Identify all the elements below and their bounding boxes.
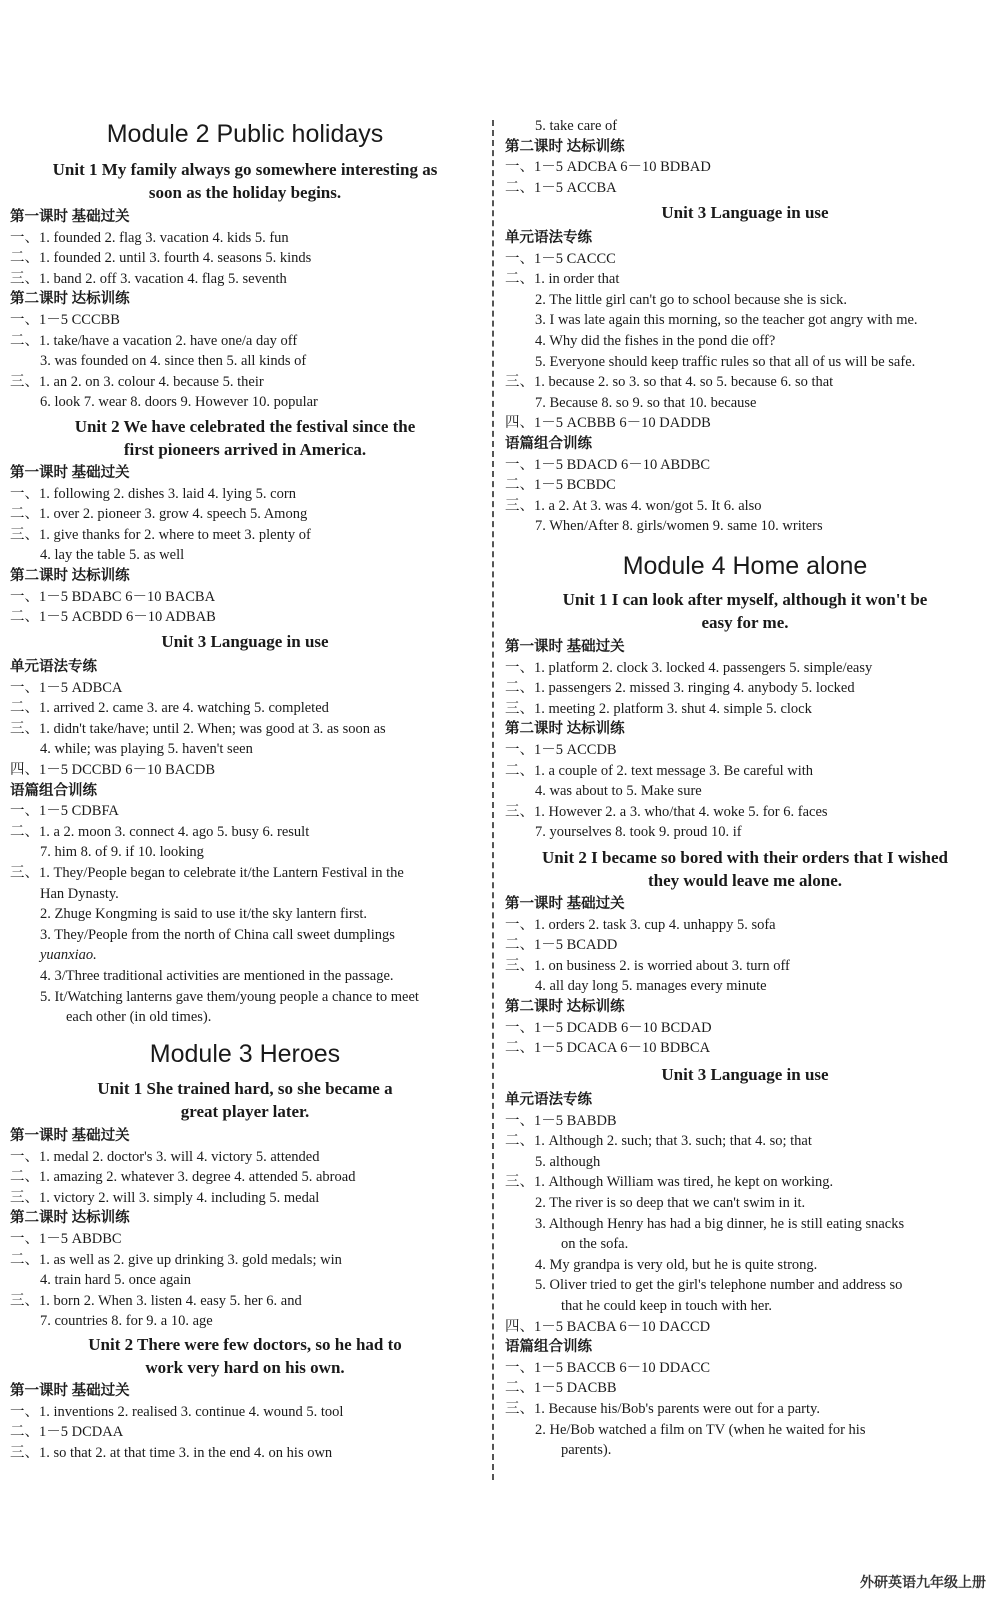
answer-line: 7. him 8. of 9. if 10. looking [40,844,204,861]
answer-line: 三、1. didn't take/have; until 2. When; was good at 3. as soon as [10,720,386,737]
answer-line: 6. look 7. wear 8. doors 9. However 10. popular [40,394,318,411]
answer-line: parents). [561,1442,612,1459]
answer-line: 7. countries 8. for 9. a 10. age [40,1313,213,1330]
answer-line: 二、1. amazing 2. whatever 3. degree 4. attended 5. abroad [10,1169,356,1186]
answer-line: 3. was founded on 4. since then 5. all kinds of [40,353,307,370]
answer-line: 2. He/Bob watched a film on TV (when he waited for his [535,1421,866,1438]
answer-line: 三、1. Because his/Bob's parents were out for a party. [505,1401,820,1417]
section-heading: 第二课时 达标训练 [505,138,625,155]
answer-line: 三、1. born 2. When 3. listen 4. easy 5. her 6. and [10,1292,302,1309]
answer-line: 三、1. However 2. a 3. who/that 4. woke 5. for 6. faces [505,803,828,820]
answer-line: 4. train hard 5. once again [40,1272,191,1289]
answer-line: 4. was about to 5. Make sure [535,783,702,800]
answer-line: 4. lay the table 5. as well [40,547,185,564]
answer-line: Han Dynasty. [40,885,119,902]
section-heading: 第二课时 达标训练 [505,999,625,1015]
answer-line: 5. It/Watching lanterns gave them/young people a chance to meet [40,988,419,1005]
answer-line: 7. yourselves 8. took 9. proud 10. if [535,824,742,841]
answer-line: 三、1. band 2. off 3. vacation 4. flag 5. seventh [10,270,287,287]
answer-line: 5. take care of [535,118,618,134]
answer-line: 4. My grandpa is very old, but he is quite strong. [535,1256,818,1273]
column-divider [492,120,494,1480]
answer-line: 二、1－5 BCADD [505,937,618,954]
answer-line: on the sofa. [561,1236,629,1253]
section-heading: 单元语法专练 [10,659,97,675]
page-footer: 外研英语九年级上册 [860,1576,986,1591]
module-title: Module 2 Public holidays [106,120,384,148]
answer-line: 一、1. following 2. dishes 3. laid 4. lying 5. corn [10,485,296,502]
answer-line: 一、1－5 CCCBB [10,312,120,328]
answer-line: 2. The river is so deep that we can't swim in it. [535,1195,806,1211]
answer-line: 二、1. arrived 2. came 3. are 4. watching 5. completed [10,700,329,717]
answer-line: 一、1－5 BACCB 6－10 DDACC [505,1359,711,1376]
unit-title: Unit 1 She trained hard, so she became a [97,1079,393,1098]
unit-title: Unit 3 Language in use [161,632,329,651]
answer-line: 四、1－5 BACBA 6－10 DACCD [505,1318,711,1335]
unit-title: they would leave me alone. [647,871,843,890]
section-heading: 第一课时 基础过关 [505,896,625,912]
section-heading: 第二课时 达标训练 [505,721,625,738]
answer-line: 二、1－5 ACBDD 6－10 ADBAB [10,609,216,626]
answer-line: 三、1. give thanks for 2. where to meet 3. plenty of [10,526,311,543]
answer-line: 三、1. on business 2. is worried about 3. turn off [505,957,790,974]
answer-line: 一、1－5 BDABC 6－10 BACBA [10,588,216,605]
answer-line: 7. Because 8. so 9. so that 10. because [535,394,757,411]
answer-line: 4. 3/Three traditional activities are mentioned in the passage. [40,968,394,984]
answer-line: 7. When/After 8. girls/women 9. same 10. writers [535,518,823,535]
answer-line: 二、1. founded 2. until 3. fourth 4. seasons 5. kinds [10,250,312,267]
answer-line: 二、1. a 2. moon 3. connect 4. ago 5. busy 6. result [10,823,310,840]
section-heading: 单元语法专练 [505,1092,592,1108]
module-title: Module 4 Home alone [622,552,868,580]
answer-line: 3. They/People from the north of China call sweet dumplings [40,926,395,943]
section-heading: 第一课时 基础过关 [10,209,130,225]
answer-line: 二、1－5 DACBB [505,1380,617,1397]
answer-line: 3. I was late again this morning, so the teacher got angry with me. [535,312,918,329]
answer-line: 二、1－5 DCACA 6－10 BDBCA [505,1040,711,1057]
unit-title: Unit 2 I became so bored with their orders that I wished [542,848,948,867]
answer-line: 三、1. so that 2. at that time 3. in the end 4. on his own [10,1444,333,1461]
answer-line: 4. while; was playing 5. haven't seen [40,741,253,758]
answer-line: 一、1. orders 2. task 3. cup 4. unhappy 5. sofa [505,916,776,933]
answer-line: 三、1. an 2. on 3. colour 4. because 5. their [10,373,264,390]
unit-title: great player later. [180,1102,310,1121]
answer-line: that he could keep in touch with her. [561,1298,773,1314]
unit-title: soon as the holiday begins. [148,183,342,202]
section-heading: 第二课时 达标训练 [10,291,130,308]
answer-line: 一、1－5 CACCC [505,250,616,267]
unit-title: Unit 3 Language in use [661,1065,829,1084]
answer-line: 二、1. Although 2. such; that 3. such; that 4. so; that [505,1133,812,1150]
answer-line: 一、1. platform 2. clock 3. locked 4. passengers 5. simple/easy [505,659,873,676]
answer-line: 四、1－5 DCCBD 6－10 BACDB [10,762,216,778]
unit-title: easy for me. [701,613,789,632]
answer-line: 一、1. inventions 2. realised 3. continue 4. wound 5. tool [10,1403,344,1420]
answer-line: 5. Oliver tried to get the girl's telephone number and address so [535,1277,903,1294]
answer-line: 一、1－5 BDACD 6－10 ABDBC [505,456,711,473]
section-heading: 单元语法专练 [505,230,592,246]
answer-line: 二、1－5 BCBDC [505,477,616,494]
answer-line: 4. all day long 5. manages every minute [535,978,767,995]
answer-line: 二、1. a couple of 2. text message 3. Be careful with [505,762,814,779]
answer-line: 一、1. medal 2. doctor's 3. will 4. victory 5. attended [10,1148,320,1165]
unit-title: first pioneers arrived in America. [123,440,367,459]
answer-line: 二、1. take/have a vacation 2. have one/a day off [10,332,298,349]
section-heading: 语篇组合训练 [505,436,592,452]
answer-line: 2. Zhuge Kongming is said to use it/the sky lantern first. [40,906,368,923]
section-heading: 语篇组合训练 [505,1339,592,1356]
answer-line: 二、1. in order that [505,271,620,288]
section-heading: 语篇组合训练 [10,782,97,799]
answer-line: yuanxiao. [40,947,97,964]
section-heading: 第一课时 基础过关 [10,465,130,481]
answer-line: 二、1. over 2. pioneer 3. grow 4. speech 5. Among [10,506,308,523]
module-title: Module 3 Heroes [149,1040,341,1068]
answer-line: 3. Although Henry has had a big dinner, he is still eating snacks [535,1215,905,1232]
answer-line: 2. The little girl can't go to school because she is sick. [535,291,848,308]
answer-line: 5. Everyone should keep traffic rules so that all of us will be safe. [535,353,916,370]
answer-line: 三、1. Although William was tired, he kept on working. [505,1174,834,1191]
section-heading: 第一课时 基础过关 [505,639,625,655]
answer-line: 二、1. passengers 2. missed 3. ringing 4. anybody 5. locked [505,680,855,697]
answer-line: 二、1－5 ACCBA [505,179,617,196]
answer-line: 三、1. a 2. At 3. was 4. won/got 5. It 6. also [505,497,762,514]
unit-title: work very hard on his own. [145,1358,345,1377]
answer-line: 二、1－5 DCDAA [10,1424,124,1441]
answer-line: 一、1－5 CDBFA [10,803,119,820]
unit-title: Unit 2 There were few doctors, so he had to [88,1335,402,1354]
answer-line: 三、1. because 2. so 3. so that 4. so 5. because 6. so that [505,374,834,391]
answer-line: 一、1－5 DCADB 6－10 BCDAD [505,1019,712,1036]
answer-line: 一、1－5 ADBCA [10,679,123,696]
answer-line: 4. Why did the fishes in the pond die off? [535,333,776,349]
answer-line: 5. although [535,1153,601,1170]
unit-title: Unit 1 My family always go somewhere interesting as [52,160,438,179]
section-heading: 第一课时 基础过关 [10,1383,130,1399]
answer-line: 二、1. as well as 2. give up drinking 3. gold medals; win [10,1251,342,1268]
unit-title: Unit 2 We have celebrated the festival since the [74,417,416,436]
answer-line: 一、1－5 ADCBA 6－10 BDBAD [505,159,711,176]
answer-line: 三、1. victory 2. will 3. simply 4. including 5. medal [10,1189,320,1206]
answer-line: 三、1. They/People began to celebrate it/the Lantern Festival in the [10,865,404,881]
section-heading: 第一课时 基础过关 [10,1128,130,1144]
answer-line: 三、1. meeting 2. platform 3. shut 4. simple 5. clock [505,700,812,717]
section-heading: 第二课时 达标训练 [10,568,130,584]
answer-line: 一、1－5 BABDB [505,1112,617,1129]
answer-line: 一、1. founded 2. flag 3. vacation 4. kids 5. fun [10,229,289,246]
answer-line: 一、1－5 ABDBC [10,1231,122,1247]
unit-title: Unit 1 I can look after myself, although it won't be [562,590,928,609]
section-heading: 第二课时 达标训练 [10,1210,130,1227]
answer-line: each other (in old times). [66,1009,212,1026]
answer-line: 一、1－5 ACCDB [505,742,617,758]
unit-title: Unit 3 Language in use [661,203,829,222]
answer-line: 四、1－5 ACBBB 6－10 DADDB [505,415,711,432]
